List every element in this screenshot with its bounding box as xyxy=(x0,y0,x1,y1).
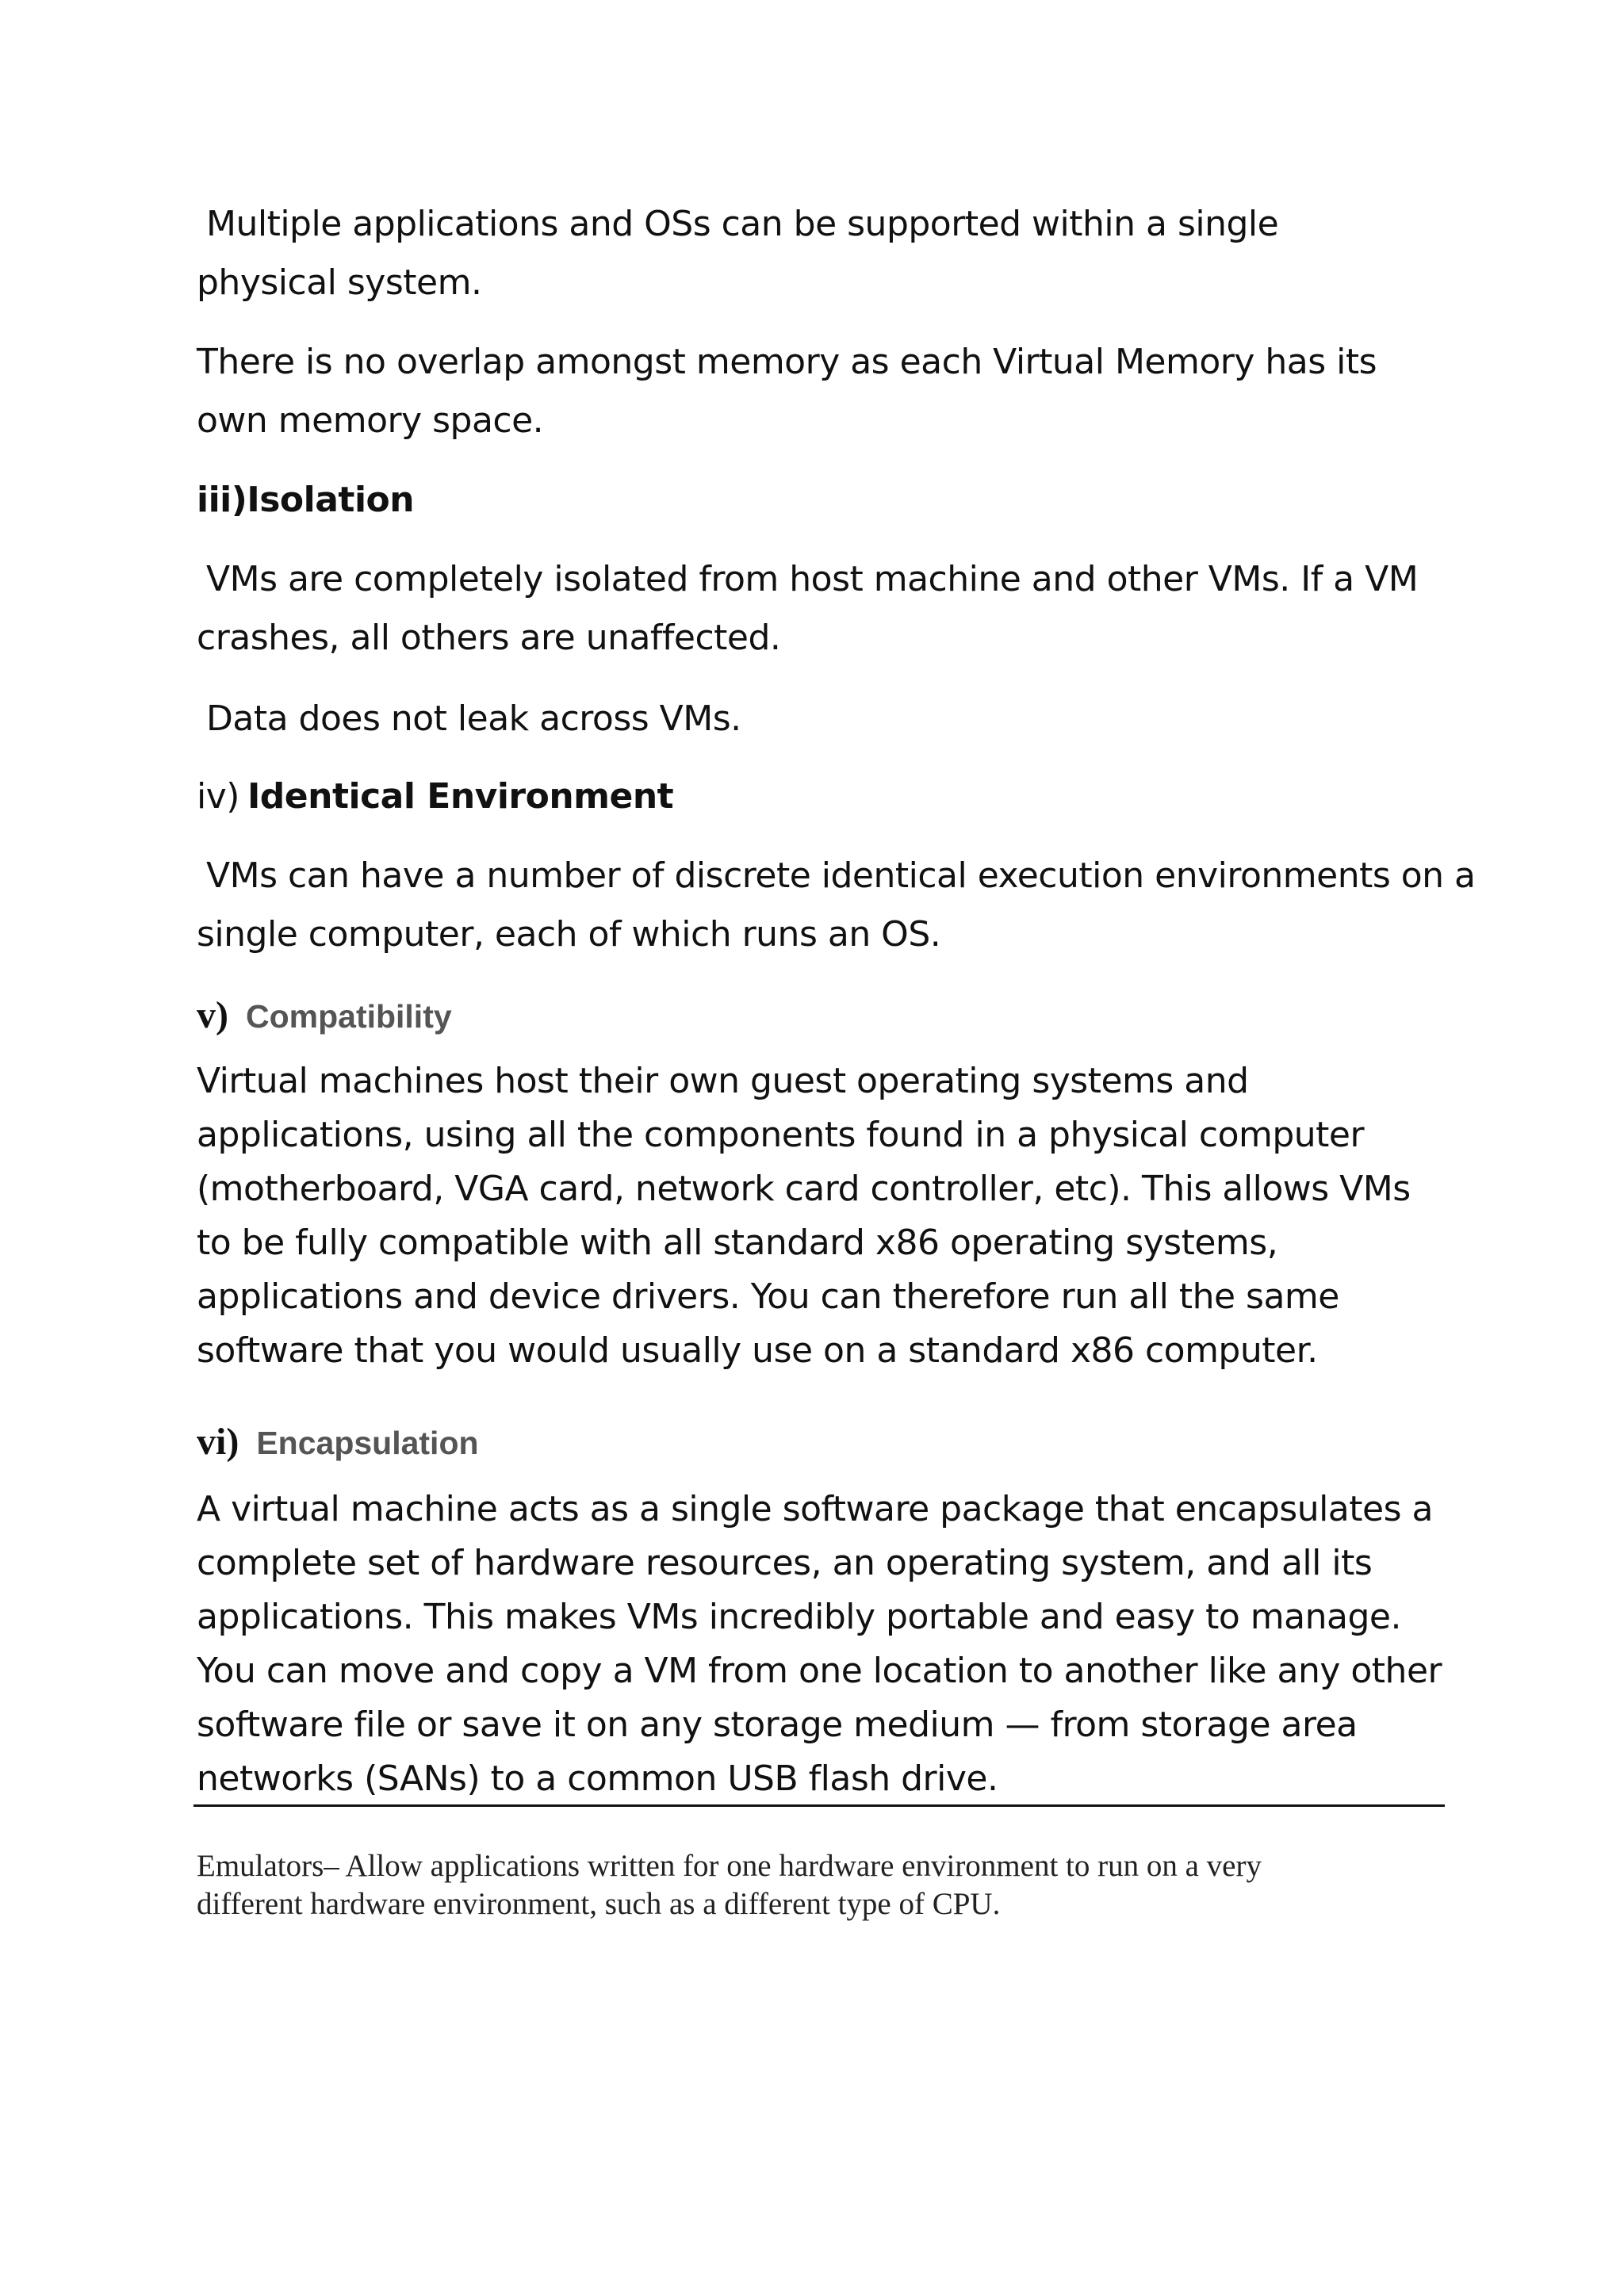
paragraph-data-leak: Data does not leak across VMs. xyxy=(206,698,741,739)
paragraph-multiple-applications: Multiple applications and OSs can be supported within a single physical system. xyxy=(197,204,1279,303)
section-heading-text: Encapsulation xyxy=(256,1425,479,1461)
paragraph-identical-environment: VMs can have a number of discrete identical execution environments on a single computer, each of which runs an OS. xyxy=(197,855,1476,955)
paragraph-memory-overlap: There is no overlap amongst memory as each Virtual Memory has its own memory space. xyxy=(197,342,1377,441)
heading-identical-environment xyxy=(197,767,1450,826)
footnote-emulators: Emulators– Allow applications written for one hardware environment to run on a very different hardware environment, such as a different type of CPU. xyxy=(197,1849,1262,1921)
section-numeral: v) xyxy=(197,994,228,1036)
heading-isolation: iii)Isolation xyxy=(197,480,415,520)
heading-text: Identical Environment xyxy=(247,776,674,817)
paragraph-compatibility: Virtual machines host their own guest operating systems and applications, using all the components found in a physical computer (motherboard, VGA card, network card controller, etc). This allows VMs to be fully compatible with all standard x86 operating systems, applications and device drivers. You can therefore run all the same software that you would usually use on a standard x86 computer. xyxy=(197,1061,1411,1371)
heading-prefix: iv) xyxy=(197,776,239,817)
paragraph-isolation: VMs are completely isolated from host machine and other VMs. If a VM crashes, all others are unaffected. xyxy=(197,559,1419,658)
section-heading-text: Compatibility xyxy=(245,998,452,1035)
footnote-separator xyxy=(193,1804,1445,1807)
heading-compatibility xyxy=(197,988,1450,1052)
paragraph-encapsulation: A virtual machine acts as a single software package that encapsulates a complete set of hardware resources, an operating system, and all its applications. This makes VMs incredibly portable and easy to manage. You can move and copy a VM from one location to another like any other software file or save it on any storage medium — from storage area networks (SANs) to a common USB flash drive. xyxy=(197,1489,1442,1799)
heading-encapsulation xyxy=(197,1414,1450,1479)
section-numeral: vi) xyxy=(197,1421,239,1463)
